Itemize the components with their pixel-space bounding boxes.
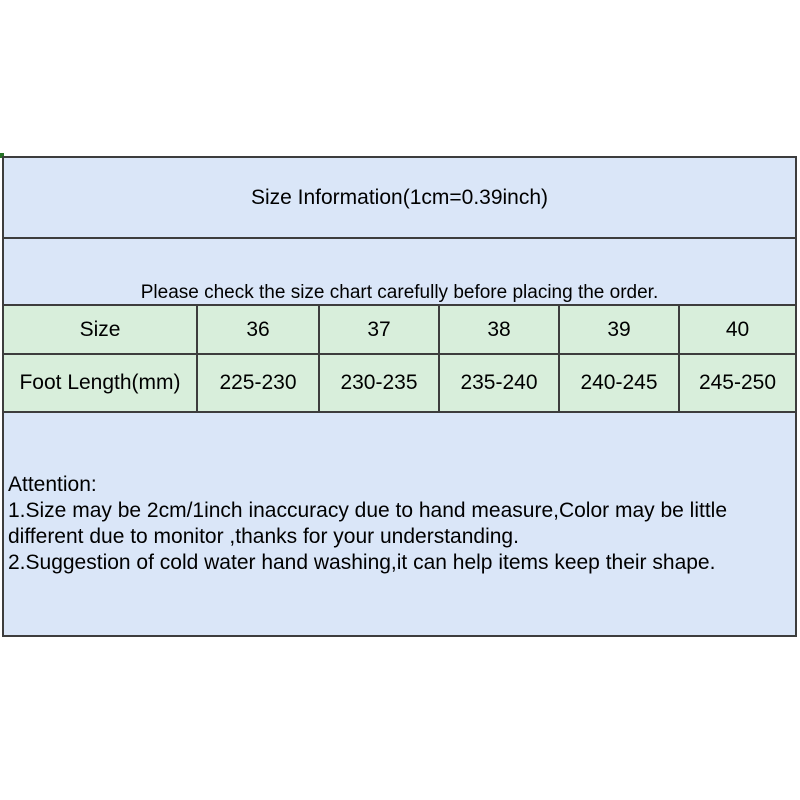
attention-line-3: 2.Suggestion of cold water hand washing,it can help items keep their shape. bbox=[8, 551, 716, 574]
foot-length-row-header: Foot Length(mm) bbox=[19, 371, 181, 394]
size-chart-table bbox=[2, 156, 797, 637]
foot-length-value-37: 230-235 bbox=[318, 355, 438, 411]
size-row-header: Size bbox=[79, 317, 121, 341]
size-value-36: 36 bbox=[196, 306, 318, 353]
attention-heading: Attention: bbox=[8, 473, 97, 496]
foot-length-value-36: 225-230 bbox=[196, 355, 318, 411]
note-row bbox=[4, 237, 795, 304]
attention-line-1: 1.Size may be 2cm/1inch inaccuracy due to hand measure,Color may be little bbox=[8, 499, 728, 522]
size-value-38: 38 bbox=[438, 306, 558, 353]
foot-length-value-39: 240-245 bbox=[558, 355, 678, 411]
foot-length-value-38: 235-240 bbox=[438, 355, 558, 411]
size-value-40: 40 bbox=[678, 306, 795, 353]
note-text: Please check the size chart carefully before placing the order. bbox=[140, 282, 659, 303]
table-title: Size Information(1cm=0.39inch) bbox=[250, 185, 549, 209]
size-row bbox=[4, 304, 795, 353]
foot-length-row bbox=[4, 353, 795, 411]
foot-length-value-40: 245-250 bbox=[678, 355, 795, 411]
attention-line-2: different due to monitor ,thanks for your understanding. bbox=[8, 525, 519, 548]
size-value-37: 37 bbox=[318, 306, 438, 353]
title-row bbox=[4, 158, 795, 237]
attention-section bbox=[4, 411, 795, 635]
size-value-39: 39 bbox=[558, 306, 678, 353]
